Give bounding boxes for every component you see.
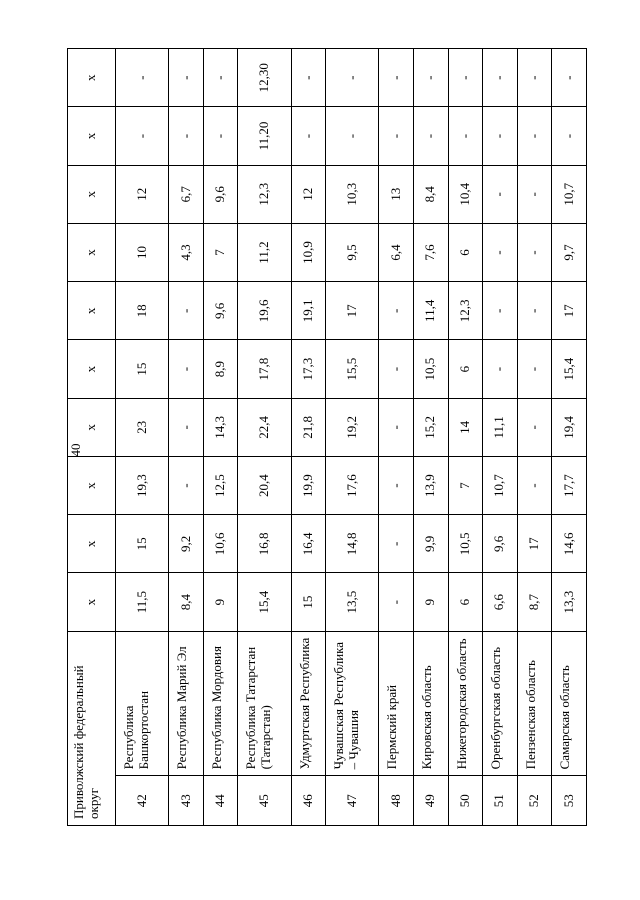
value-cell: 17,3 xyxy=(291,340,326,398)
value-cell: - xyxy=(483,223,518,281)
value-cell: - xyxy=(448,49,483,107)
region-name: Удмуртская Республика xyxy=(291,631,326,776)
header-mark: x xyxy=(68,398,116,456)
row-number: 51 xyxy=(483,776,518,826)
value-cell: 12,3 xyxy=(448,282,483,340)
value-cell: - xyxy=(483,340,518,398)
value-cell: 6 xyxy=(448,573,483,631)
value-cell: - xyxy=(379,515,414,573)
value-cell: 13,5 xyxy=(326,573,379,631)
region-name: Нижегородская область xyxy=(448,631,483,776)
value-cell: 14,3 xyxy=(203,398,238,456)
value-cell: 9,2 xyxy=(169,515,204,573)
value-cell: 17,6 xyxy=(326,456,379,514)
value-cell: 13,3 xyxy=(552,573,587,631)
value-cell: 10,7 xyxy=(483,456,518,514)
value-cell: 15 xyxy=(116,515,169,573)
value-cell: 12 xyxy=(291,165,326,223)
table-row xyxy=(552,49,587,826)
value-cell: 10,6 xyxy=(203,515,238,573)
header-mark: x xyxy=(68,573,116,631)
row-number: 47 xyxy=(326,776,379,826)
value-cell: 7 xyxy=(448,456,483,514)
value-cell: - xyxy=(326,49,379,107)
row-number: 44 xyxy=(203,776,238,826)
table-row xyxy=(326,49,379,826)
value-cell: - xyxy=(517,340,552,398)
table-row xyxy=(203,49,238,826)
value-cell: - xyxy=(169,456,204,514)
value-cell: 22,4 xyxy=(238,398,291,456)
value-cell: 10,5 xyxy=(413,340,448,398)
header-row xyxy=(68,49,116,826)
value-cell: 10,4 xyxy=(448,165,483,223)
value-cell: 23 xyxy=(116,398,169,456)
row-number: 49 xyxy=(413,776,448,826)
value-cell: 14,8 xyxy=(326,515,379,573)
value-cell: - xyxy=(483,165,518,223)
value-cell: - xyxy=(448,107,483,165)
value-cell: 8,9 xyxy=(203,340,238,398)
value-cell: - xyxy=(169,340,204,398)
value-cell: 9,7 xyxy=(552,223,587,281)
value-cell: 12,5 xyxy=(203,456,238,514)
value-cell: - xyxy=(326,107,379,165)
value-cell: 8,4 xyxy=(169,573,204,631)
value-cell: - xyxy=(552,107,587,165)
table-row xyxy=(448,49,483,826)
region-name: Кировская область xyxy=(413,631,448,776)
value-cell: 15,5 xyxy=(326,340,379,398)
region-name: Республика Татарстан (Татарстан) xyxy=(238,631,291,776)
value-cell: 21,8 xyxy=(291,398,326,456)
value-cell: 4,3 xyxy=(169,223,204,281)
value-cell: - xyxy=(413,107,448,165)
value-cell: 12,3 xyxy=(238,165,291,223)
value-cell: 9 xyxy=(203,573,238,631)
value-cell: 9,9 xyxy=(413,515,448,573)
table-row xyxy=(291,49,326,826)
value-cell: 17,7 xyxy=(552,456,587,514)
value-cell: 11,20 xyxy=(238,107,291,165)
value-cell: - xyxy=(116,49,169,107)
header-mark: x xyxy=(68,223,116,281)
value-cell: - xyxy=(517,398,552,456)
value-cell: 17 xyxy=(517,515,552,573)
header-mark: x xyxy=(68,456,116,514)
value-cell: 16,8 xyxy=(238,515,291,573)
region-name: Пермский край xyxy=(379,631,414,776)
value-cell: 15 xyxy=(116,340,169,398)
region-name: Чувашская Республика – Чувашия xyxy=(326,631,379,776)
region-name: Оренбургская область xyxy=(483,631,518,776)
value-cell: 15,4 xyxy=(552,340,587,398)
value-cell: 14,6 xyxy=(552,515,587,573)
value-cell: - xyxy=(169,398,204,456)
value-cell: 17,8 xyxy=(238,340,291,398)
value-cell: 12 xyxy=(116,165,169,223)
value-cell: 10 xyxy=(116,223,169,281)
table-row xyxy=(413,49,448,826)
row-number: 42 xyxy=(116,776,169,826)
region-name: Республика Марий Эл xyxy=(169,631,204,776)
value-cell: - xyxy=(517,49,552,107)
value-cell: 6 xyxy=(448,340,483,398)
value-cell: - xyxy=(169,107,204,165)
value-cell: - xyxy=(517,282,552,340)
row-number: 45 xyxy=(238,776,291,826)
table-row xyxy=(517,49,552,826)
header-mark: x xyxy=(68,340,116,398)
header-mark: x xyxy=(68,165,116,223)
value-cell: 19,2 xyxy=(326,398,379,456)
value-cell: - xyxy=(379,456,414,514)
region-name: Самарская область xyxy=(552,631,587,776)
district-label: Приволжский федеральный округ xyxy=(68,631,116,825)
value-cell: - xyxy=(291,49,326,107)
value-cell: 10,3 xyxy=(326,165,379,223)
value-cell: 13,9 xyxy=(413,456,448,514)
value-cell: 9,6 xyxy=(203,165,238,223)
row-number: 48 xyxy=(379,776,414,826)
value-cell: 6,7 xyxy=(169,165,204,223)
value-cell: 8,4 xyxy=(413,165,448,223)
value-cell: 11,4 xyxy=(413,282,448,340)
header-mark: x xyxy=(68,515,116,573)
table-row xyxy=(379,49,414,826)
row-number: 50 xyxy=(448,776,483,826)
value-cell: 16,4 xyxy=(291,515,326,573)
value-cell: 9,6 xyxy=(203,282,238,340)
table-row xyxy=(116,49,169,826)
value-cell: 12,30 xyxy=(238,49,291,107)
row-number: 52 xyxy=(517,776,552,826)
value-cell: 20,4 xyxy=(238,456,291,514)
value-cell: 13 xyxy=(379,165,414,223)
value-cell: 15 xyxy=(291,573,326,631)
region-name: Пензенская область xyxy=(517,631,552,776)
value-cell: 19,1 xyxy=(291,282,326,340)
value-cell: 18 xyxy=(116,282,169,340)
data-table xyxy=(67,48,587,826)
value-cell: 11,1 xyxy=(483,398,518,456)
value-cell: 15,4 xyxy=(238,573,291,631)
value-cell: - xyxy=(517,107,552,165)
value-cell: 19,4 xyxy=(552,398,587,456)
value-cell: 11,2 xyxy=(238,223,291,281)
value-cell: - xyxy=(517,165,552,223)
table-row xyxy=(483,49,518,826)
value-cell: - xyxy=(379,573,414,631)
value-cell: 14 xyxy=(448,398,483,456)
value-cell: 11,5 xyxy=(116,573,169,631)
value-cell: 6 xyxy=(448,223,483,281)
value-cell: 15,2 xyxy=(413,398,448,456)
value-cell: 7 xyxy=(203,223,238,281)
value-cell: 9 xyxy=(413,573,448,631)
value-cell: - xyxy=(517,223,552,281)
value-cell: - xyxy=(379,282,414,340)
value-cell: - xyxy=(379,107,414,165)
value-cell: 9,6 xyxy=(483,515,518,573)
value-cell: - xyxy=(291,107,326,165)
value-cell: - xyxy=(413,49,448,107)
value-cell: 19,3 xyxy=(116,456,169,514)
rotated-table-container xyxy=(67,48,587,826)
value-cell: - xyxy=(379,340,414,398)
header-mark: x xyxy=(68,282,116,340)
table-row xyxy=(238,49,291,826)
value-cell: - xyxy=(483,49,518,107)
page-number: 40 xyxy=(68,443,83,457)
region-name: Республика Мордовия xyxy=(203,631,238,776)
value-cell: - xyxy=(379,49,414,107)
value-cell: - xyxy=(379,398,414,456)
value-cell: - xyxy=(116,107,169,165)
row-number: 43 xyxy=(169,776,204,826)
value-cell: 8,7 xyxy=(517,573,552,631)
table-row xyxy=(169,49,204,826)
value-cell: 10,7 xyxy=(552,165,587,223)
value-cell: - xyxy=(483,107,518,165)
header-mark: x xyxy=(68,107,116,165)
header-mark: x xyxy=(68,49,116,107)
value-cell: - xyxy=(203,49,238,107)
value-cell: - xyxy=(483,282,518,340)
value-cell: 17 xyxy=(552,282,587,340)
value-cell: 6,6 xyxy=(483,573,518,631)
value-cell: - xyxy=(517,456,552,514)
value-cell: 19,6 xyxy=(238,282,291,340)
value-cell: 17 xyxy=(326,282,379,340)
value-cell: - xyxy=(552,49,587,107)
value-cell: - xyxy=(169,282,204,340)
value-cell: 10,9 xyxy=(291,223,326,281)
value-cell: 7,6 xyxy=(413,223,448,281)
value-cell: 9,5 xyxy=(326,223,379,281)
row-number: 53 xyxy=(552,776,587,826)
row-number: 46 xyxy=(291,776,326,826)
value-cell: 6,4 xyxy=(379,223,414,281)
value-cell: 10,5 xyxy=(448,515,483,573)
value-cell: - xyxy=(203,107,238,165)
region-name: Республика Башкортостан xyxy=(116,631,169,776)
value-cell: 19,9 xyxy=(291,456,326,514)
value-cell: - xyxy=(169,49,204,107)
